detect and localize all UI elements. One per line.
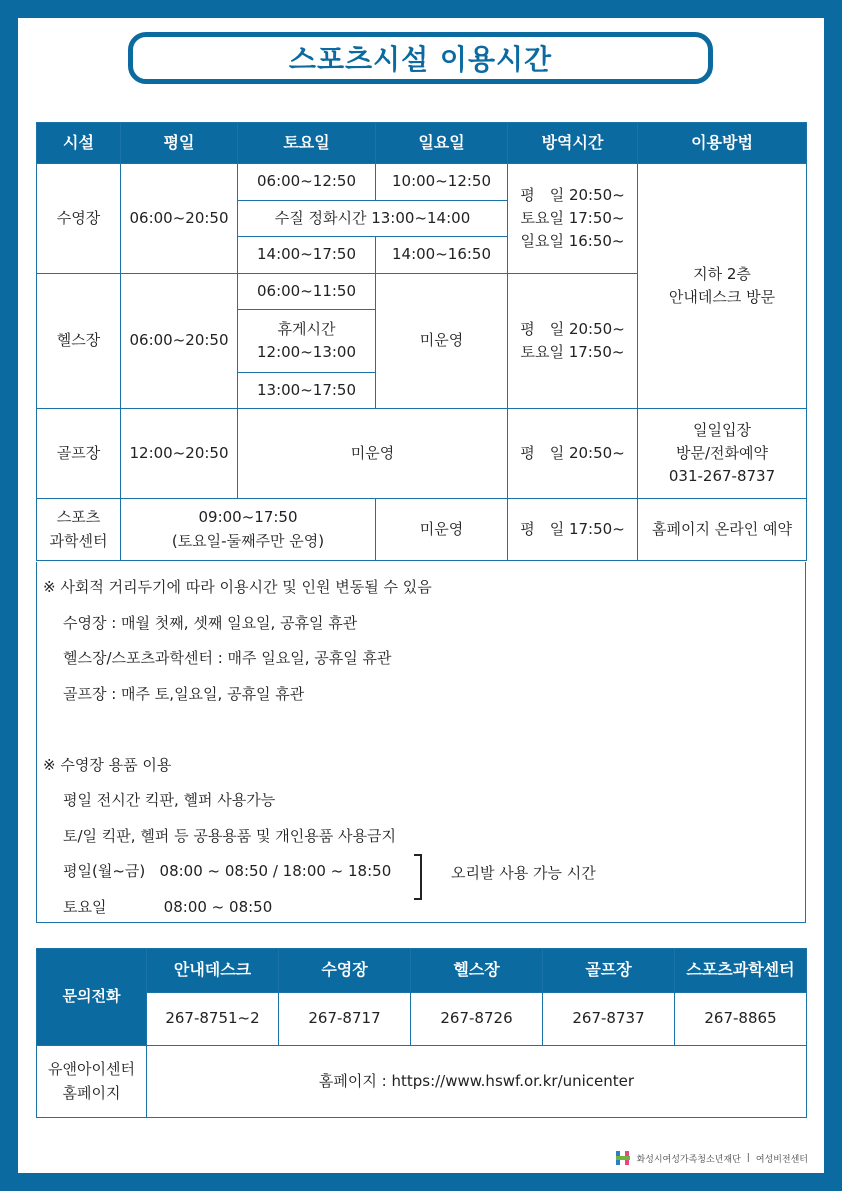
contact-number-pool: 267-8717	[279, 993, 411, 1046]
contact-header-gym: 헬스장	[411, 949, 543, 993]
gym-name: 헬스장	[37, 274, 121, 409]
note-pool-gear: ※ 수영장 용품 이용	[43, 755, 172, 774]
golf-method-phone: 031-267-8737	[668, 467, 776, 486]
science-name	[37, 499, 121, 561]
contact-number-golf: 267-8737	[543, 993, 675, 1046]
hours-header-row	[37, 123, 807, 164]
note-fin-weekday: 평일(월~금) 08:00 ~ 08:50 / 18:00 ~ 18:50	[63, 862, 392, 880]
gym-weekday: 06:00~20:50	[121, 274, 238, 409]
pool-sat-2: 14:00~17:50	[238, 237, 376, 274]
page-title: 스포츠시설 이용시간	[288, 43, 553, 76]
pool-sat-1: 06:00~12:50	[238, 164, 376, 201]
pool-sun-2: 14:00~16:50	[376, 237, 508, 274]
contact-header-golf: 골프장	[543, 949, 675, 993]
header-disinfect: 방역시간	[508, 123, 638, 164]
usage-method-line-1: 지하 2층	[693, 264, 751, 283]
science-name-line-2: 과학센터	[49, 531, 108, 550]
header-saturday: 토요일	[238, 123, 376, 164]
footer-divider: |	[746, 1153, 750, 1163]
gym-sat-2: 13:00~17:50	[238, 373, 376, 409]
contact-side-label: 문의전화	[37, 949, 147, 1046]
footer-org: 화성시여성가족청소년재단	[636, 1154, 741, 1165]
note-gym-closed: 헬스장/스포츠과학센터 : 매주 일요일, 공휴일 휴관	[63, 649, 392, 667]
gym-disinfect-sat: 토요일 17:50~	[520, 343, 625, 361]
notes-spacer	[43, 712, 799, 748]
golf-disinfect: 평 일 20:50~	[508, 409, 638, 499]
gym-break-label: 휴게시간	[277, 319, 336, 338]
contact-header-desk: 안내데스크	[147, 949, 279, 993]
contact-number-gym: 267-8726	[411, 993, 543, 1046]
golf-method-line-2: 방문/전화예약	[676, 443, 768, 462]
golf-method	[638, 409, 807, 499]
note-weekday-gear: 평일 전시간 킥판, 헬퍼 사용가능	[63, 791, 276, 809]
contact-header-science: 스포츠과학센터	[675, 949, 807, 993]
science-disinfect: 평 일 17:50~	[508, 499, 638, 561]
pool-weekday: 06:00~20:50	[121, 164, 238, 274]
science-hours	[121, 499, 376, 561]
fin-time-label: 오리발 사용 가능 시간	[451, 864, 596, 882]
golf-method-line-1: 일일입장	[693, 420, 751, 439]
note-pool-closed: 수영장 : 매월 첫째, 셋째 일요일, 공휴일 휴관	[63, 613, 358, 632]
title-box	[128, 32, 713, 84]
homepage-label-line-1: 유앤아이센터	[48, 1060, 135, 1079]
homepage-url[interactable]: 홈페이지 : https://www.hswf.or.kr/unicenter	[147, 1046, 807, 1118]
notes-box	[36, 562, 806, 923]
footer	[616, 1151, 808, 1165]
header-sunday: 일요일	[376, 123, 508, 164]
golf-name: 골프장	[37, 409, 121, 499]
pool-disinfect-sat: 토요일 17:50~	[520, 208, 625, 227]
science-sunday: 미운영	[376, 499, 508, 561]
contact-number-science: 267-8865	[675, 993, 807, 1046]
pool-name: 수영장	[37, 164, 121, 274]
science-hours-time: 09:00~17:50	[198, 508, 298, 527]
pool-disinfect-sun: 일요일 16:50~	[520, 232, 625, 251]
golf-weekday: 12:00~20:50	[121, 409, 238, 499]
header-method: 이용방법	[638, 123, 807, 164]
contact-number-desk: 267-8751~2	[147, 993, 279, 1046]
footer-center: 여성비전센터	[755, 1154, 808, 1165]
page	[18, 18, 824, 1173]
science-name-line-1: 스포츠	[56, 508, 101, 527]
note-fin-saturday: 토요일 08:00 ~ 08:50	[63, 897, 273, 916]
header-facility: 시설	[37, 123, 121, 164]
gym-disinfect-weekday: 평 일 20:50~	[520, 319, 625, 338]
header-weekday: 평일	[121, 123, 238, 164]
note-golf-closed: 골프장 : 매주 토,일요일, 공휴일 휴관	[63, 684, 305, 703]
gym-break	[238, 310, 376, 373]
gym-break-time: 12:00~13:00	[256, 343, 357, 361]
golf-weekend: 미운영	[238, 409, 508, 499]
note-distancing: ※ 사회적 거리두기에 따라 이용시간 및 인원 변동될 수 있음	[43, 578, 432, 596]
science-hours-note: (토요일-둘째주만 운영)	[171, 531, 325, 550]
homepage-label	[37, 1046, 147, 1118]
gym-sat-1: 06:00~11:50	[238, 274, 376, 310]
homepage-label-line-2: 홈페이지	[62, 1083, 121, 1102]
foundation-logo-icon	[616, 1151, 630, 1165]
pool-sun-1: 10:00~12:50	[376, 164, 508, 201]
gym-disinfect	[508, 274, 638, 409]
gym-sunday: 미운영	[376, 274, 508, 409]
pool-disinfect-weekday: 평 일 20:50~	[520, 185, 625, 204]
pool-water-treatment: 수질 정화시간 13:00~14:00	[238, 201, 508, 237]
contact-table	[36, 948, 807, 1118]
science-method: 홈페이지 온라인 예약	[638, 499, 807, 561]
usage-method-line-2: 안내데스크 방문	[668, 288, 776, 306]
usage-method-shared	[638, 164, 807, 409]
contact-header-pool: 수영장	[279, 949, 411, 993]
hours-table	[36, 122, 807, 561]
note-weekend-gear: 토/일 킥판, 헬퍼 등 공용용품 및 개인용품 사용금지	[63, 826, 397, 845]
pool-disinfect	[508, 164, 638, 274]
bracket	[414, 854, 422, 900]
